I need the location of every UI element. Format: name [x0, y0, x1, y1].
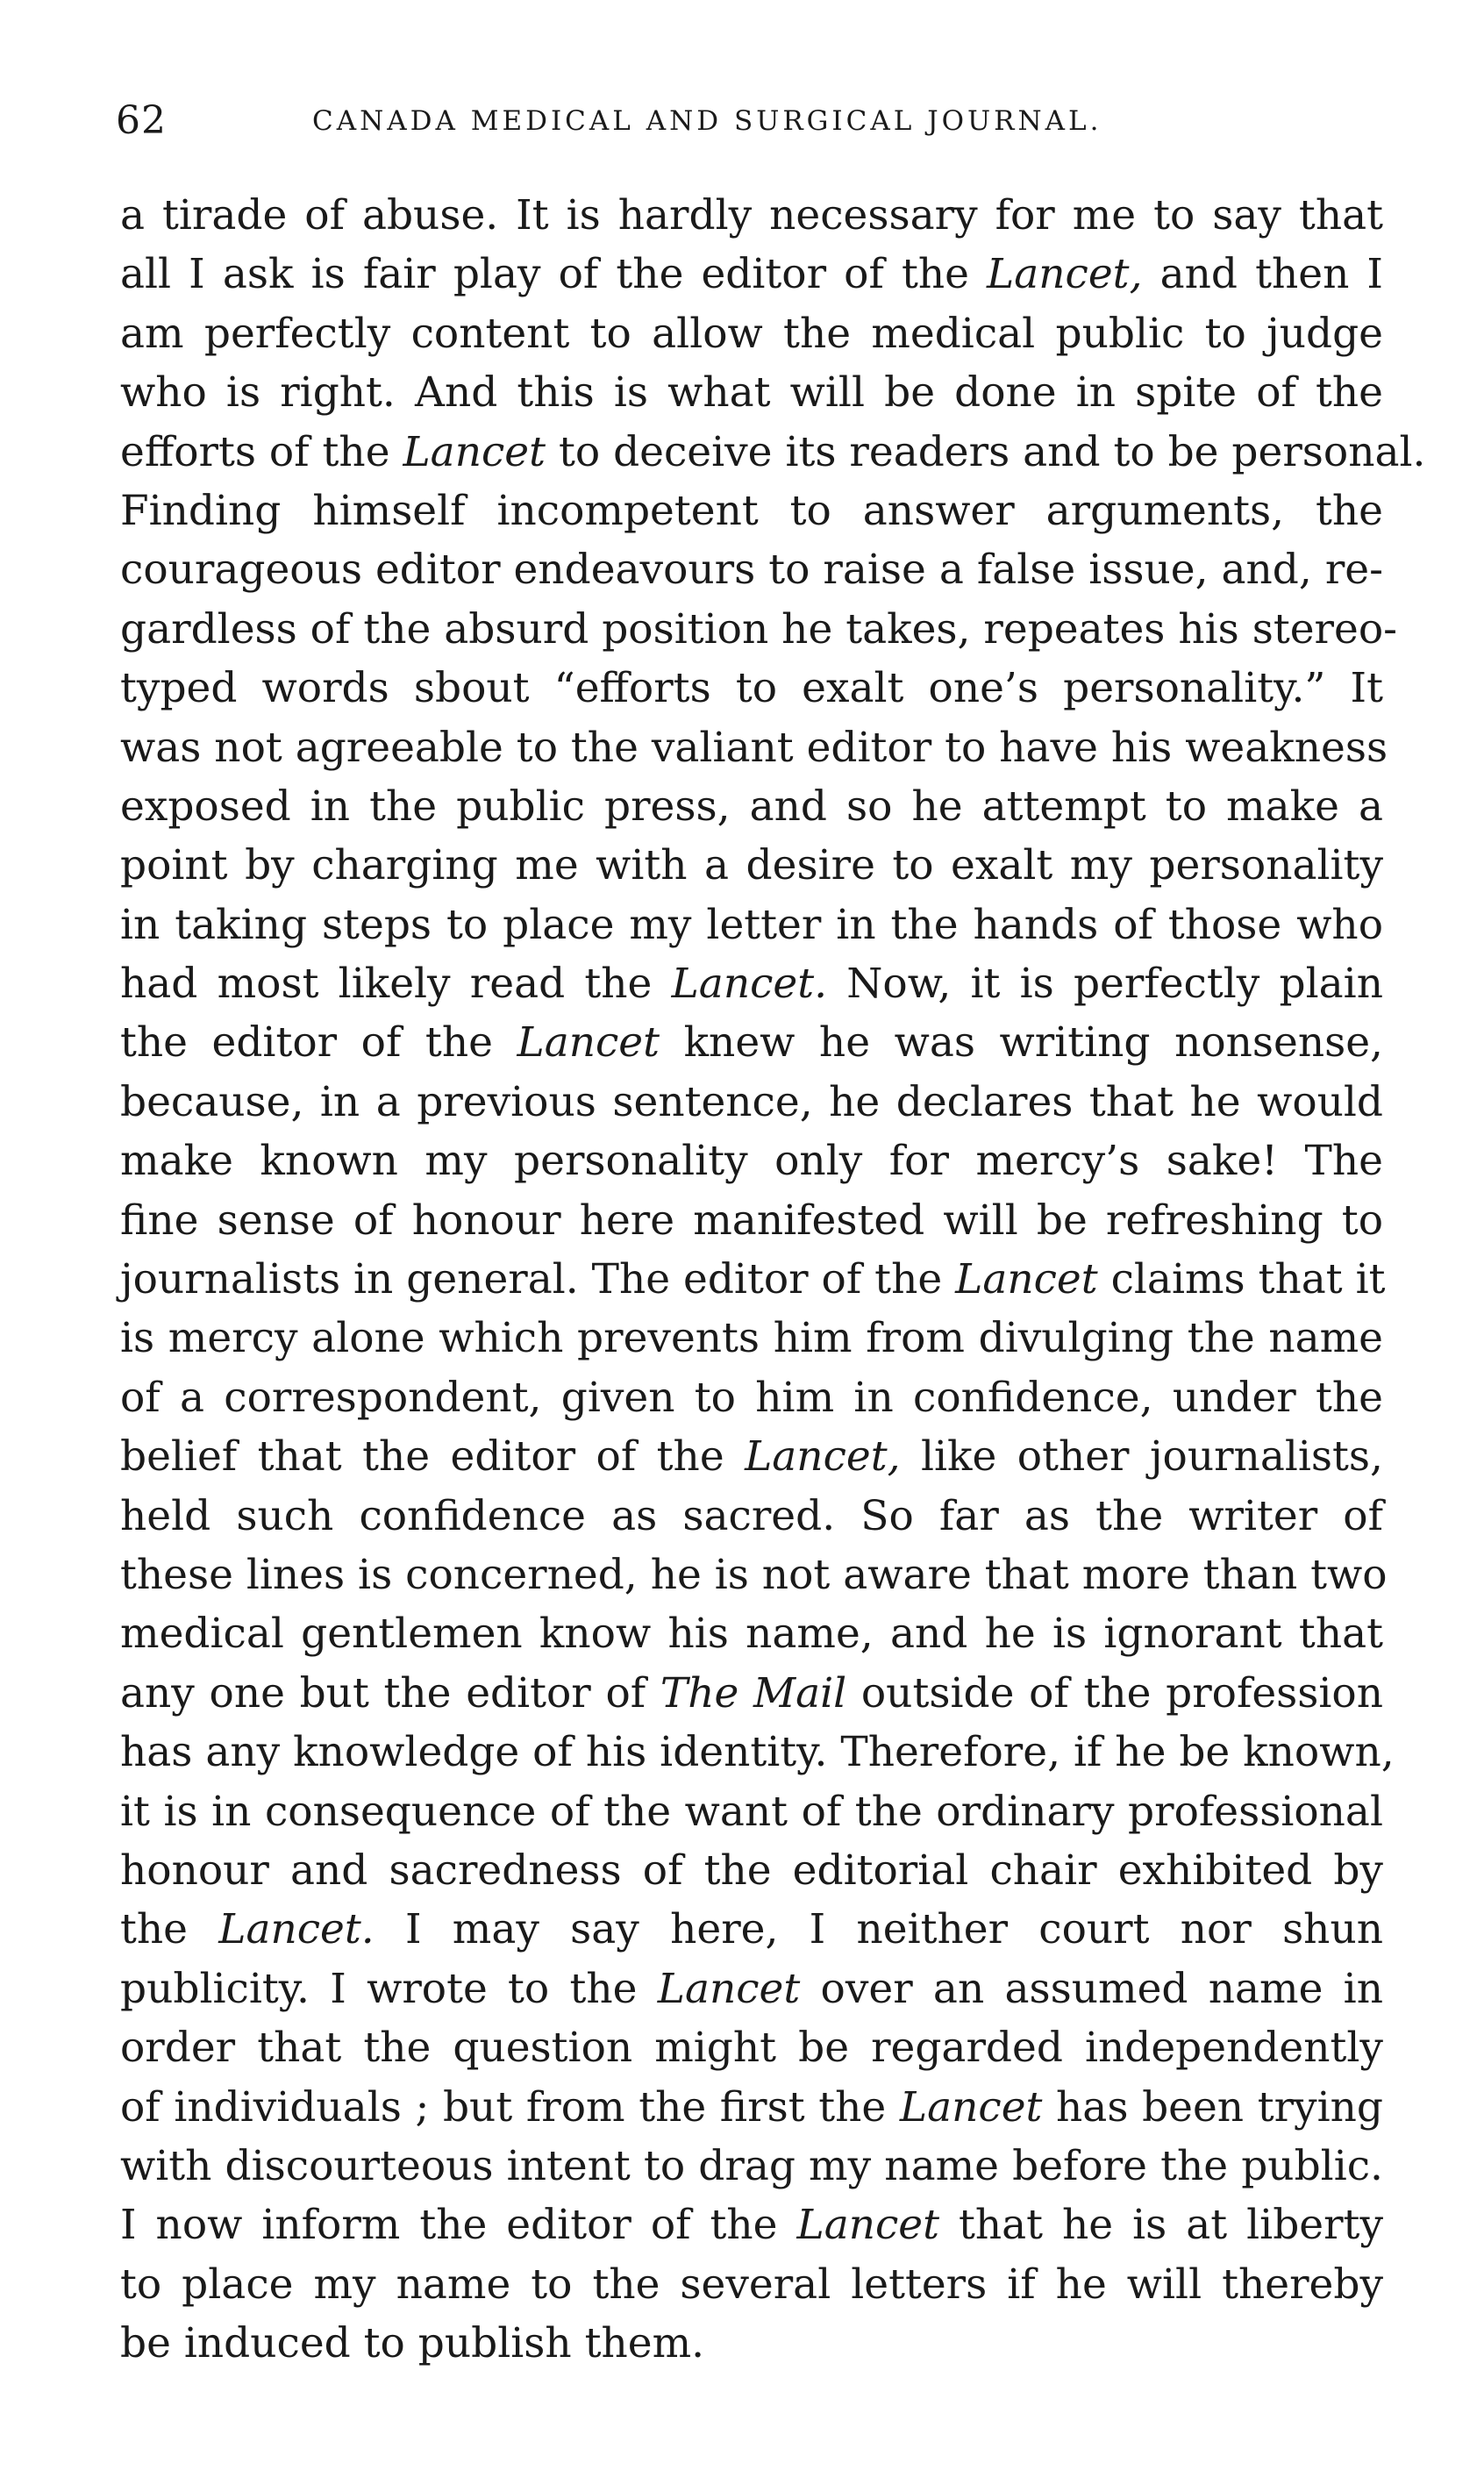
text-line — [120, 1723, 1395, 1782]
text-segment: gardless of the absurd position he takes, repeates his stereo- — [120, 604, 1398, 653]
text-segment: knew he was writing nonsense, — [660, 1018, 1384, 1067]
text-line — [120, 2078, 1383, 2137]
journal-title: CANADA MEDICAL AND SURGICAL JOURNAL. — [312, 105, 1102, 137]
text-line — [120, 896, 1383, 954]
text-segment: had most likely read the — [120, 960, 672, 1009]
text-line — [120, 540, 1383, 599]
text-segment: with discourteous intent to drag my name before the public. — [120, 2141, 1383, 2190]
text-line — [120, 1664, 1383, 1723]
text-segment: has any knowledge of his identity. Therefore, if he be known, — [120, 1728, 1395, 1777]
italic-text: Lancet — [517, 1018, 660, 1067]
text-line — [120, 1132, 1383, 1190]
text-segment: efforts of the — [120, 427, 403, 476]
text-line — [120, 2137, 1383, 2196]
text-segment: a tirade of abuse. It is hardly necessary for me to say that — [120, 191, 1383, 239]
text-line — [120, 1900, 1383, 1959]
italic-text: Lancet, — [745, 1432, 901, 1482]
text-segment: publicity. I wrote to the — [120, 1964, 658, 2013]
text-line — [120, 2255, 1383, 2314]
text-segment: journalists in general. The editor of the — [120, 1255, 956, 1304]
italic-text: Lancet. — [218, 1905, 375, 1954]
text-segment: make known my personality only for mercy’s sake! The — [120, 1137, 1383, 1186]
text-segment: over an assumed name in — [800, 1964, 1383, 2013]
text-line — [120, 1487, 1383, 1546]
text-segment: medical gentlemen know his name, and he is ignorant that — [120, 1610, 1383, 1659]
text-segment: is mercy alone which prevents him from divulging the name — [120, 1314, 1383, 1363]
text-line — [120, 1309, 1383, 1367]
text-segment: has been trying — [1042, 2082, 1383, 2131]
text-segment: belief that the editor of the — [120, 1432, 746, 1482]
body-text — [120, 186, 1426, 2373]
text-line — [120, 659, 1383, 718]
text-line — [120, 1368, 1383, 1427]
text-segment: to deceive its readers and to be personal. — [546, 427, 1426, 476]
text-line — [120, 718, 1388, 777]
running-head — [116, 98, 1379, 151]
text-segment: I now inform the editor of the — [120, 2201, 797, 2250]
text-segment: claims that it — [1097, 1255, 1386, 1304]
text-line — [120, 836, 1383, 895]
text-line — [120, 600, 1398, 659]
text-segment: and then I — [1142, 250, 1383, 299]
text-line — [120, 1841, 1383, 1900]
text-line — [120, 1960, 1383, 2018]
text-line — [120, 2196, 1383, 2254]
text-segment: honour and sacredness of the editorial chair exhibited by — [120, 1846, 1383, 1895]
text-segment: am perfectly content to allow the medical public to judge — [120, 309, 1383, 358]
italic-text: The Mail — [660, 1668, 847, 1717]
text-segment: the — [120, 1905, 219, 1954]
text-line — [120, 1191, 1383, 1250]
text-segment: fine sense of honour here manifested will be refreshing to — [120, 1196, 1383, 1245]
italic-text: Lancet — [899, 2082, 1043, 2131]
italic-text: Lancet — [403, 427, 546, 476]
italic-text: Lancet — [657, 1964, 801, 2013]
text-line — [120, 363, 1383, 422]
text-line — [120, 1546, 1388, 1604]
text-segment: of a correspondent, given to him in confidence, under the — [120, 1373, 1383, 1422]
text-segment: outside of the profession — [846, 1668, 1384, 1717]
text-segment: to place my name to the several letters if he will thereby — [120, 2260, 1383, 2309]
text-line — [120, 1013, 1383, 1072]
text-segment: that he is at liberty — [939, 2201, 1383, 2250]
text-line — [120, 1073, 1383, 1132]
text-segment: the editor of the — [120, 1018, 517, 1067]
text-segment: in taking steps to place my letter in the hands of those who — [120, 900, 1383, 949]
page-number: 62 — [116, 98, 167, 143]
italic-text: Lancet — [955, 1255, 1098, 1304]
text-line — [120, 2018, 1383, 2077]
text-line — [120, 186, 1383, 245]
text-line — [120, 1250, 1386, 1309]
text-segment: these lines is concerned, he is not aware that more than two — [120, 1550, 1388, 1599]
text-segment: be induced to publish them. — [120, 2319, 705, 2368]
text-line — [120, 1604, 1383, 1663]
text-segment: typed words sbout “efforts to exalt one’s personality.” It — [120, 664, 1383, 713]
text-segment: all I ask is fair play of the editor of the — [120, 250, 988, 299]
text-segment: Now, it is perfectly plain — [827, 960, 1383, 1009]
text-segment: like other journalists, — [900, 1432, 1383, 1482]
text-line — [120, 1782, 1383, 1841]
text-line — [120, 482, 1383, 540]
text-segment: held such confidence as sacred. So far as the writer of — [120, 1491, 1383, 1540]
text-segment: exposed in the public press, and so he attempt to make a — [120, 782, 1383, 831]
text-line — [120, 954, 1383, 1013]
italic-text: Lancet, — [987, 250, 1143, 299]
text-line — [120, 1427, 1383, 1486]
text-line — [120, 777, 1383, 836]
text-segment: I may say here, I neither court nor shun — [374, 1905, 1383, 1954]
text-segment: courageous editor endeavours to raise a false issue, and, re- — [120, 546, 1383, 595]
text-line — [120, 304, 1383, 363]
text-segment: point by charging me with a desire to exalt my personality — [120, 841, 1383, 890]
text-segment: of individuals ; but from the first the — [120, 2082, 900, 2131]
text-segment: because, in a previous sentence, he declares that he would — [120, 1077, 1383, 1126]
text-line — [120, 2314, 1383, 2373]
text-line — [120, 423, 1426, 482]
italic-text: Lancet. — [671, 960, 828, 1009]
text-segment: order that the question might be regarded independently — [120, 2024, 1383, 2073]
text-segment: Finding himself incompetent to answer arguments, the — [120, 486, 1383, 535]
text-segment: who is right. And this is what will be done in spite of the — [120, 368, 1383, 418]
text-segment: it is in consequence of the want of the ordinary professional — [120, 1787, 1383, 1836]
text-line — [120, 245, 1383, 303]
italic-text: Lancet — [796, 2201, 940, 2250]
text-segment: was not agreeable to the valiant editor to have his weakness — [120, 723, 1388, 772]
text-segment: any one but the editor of — [120, 1668, 660, 1717]
